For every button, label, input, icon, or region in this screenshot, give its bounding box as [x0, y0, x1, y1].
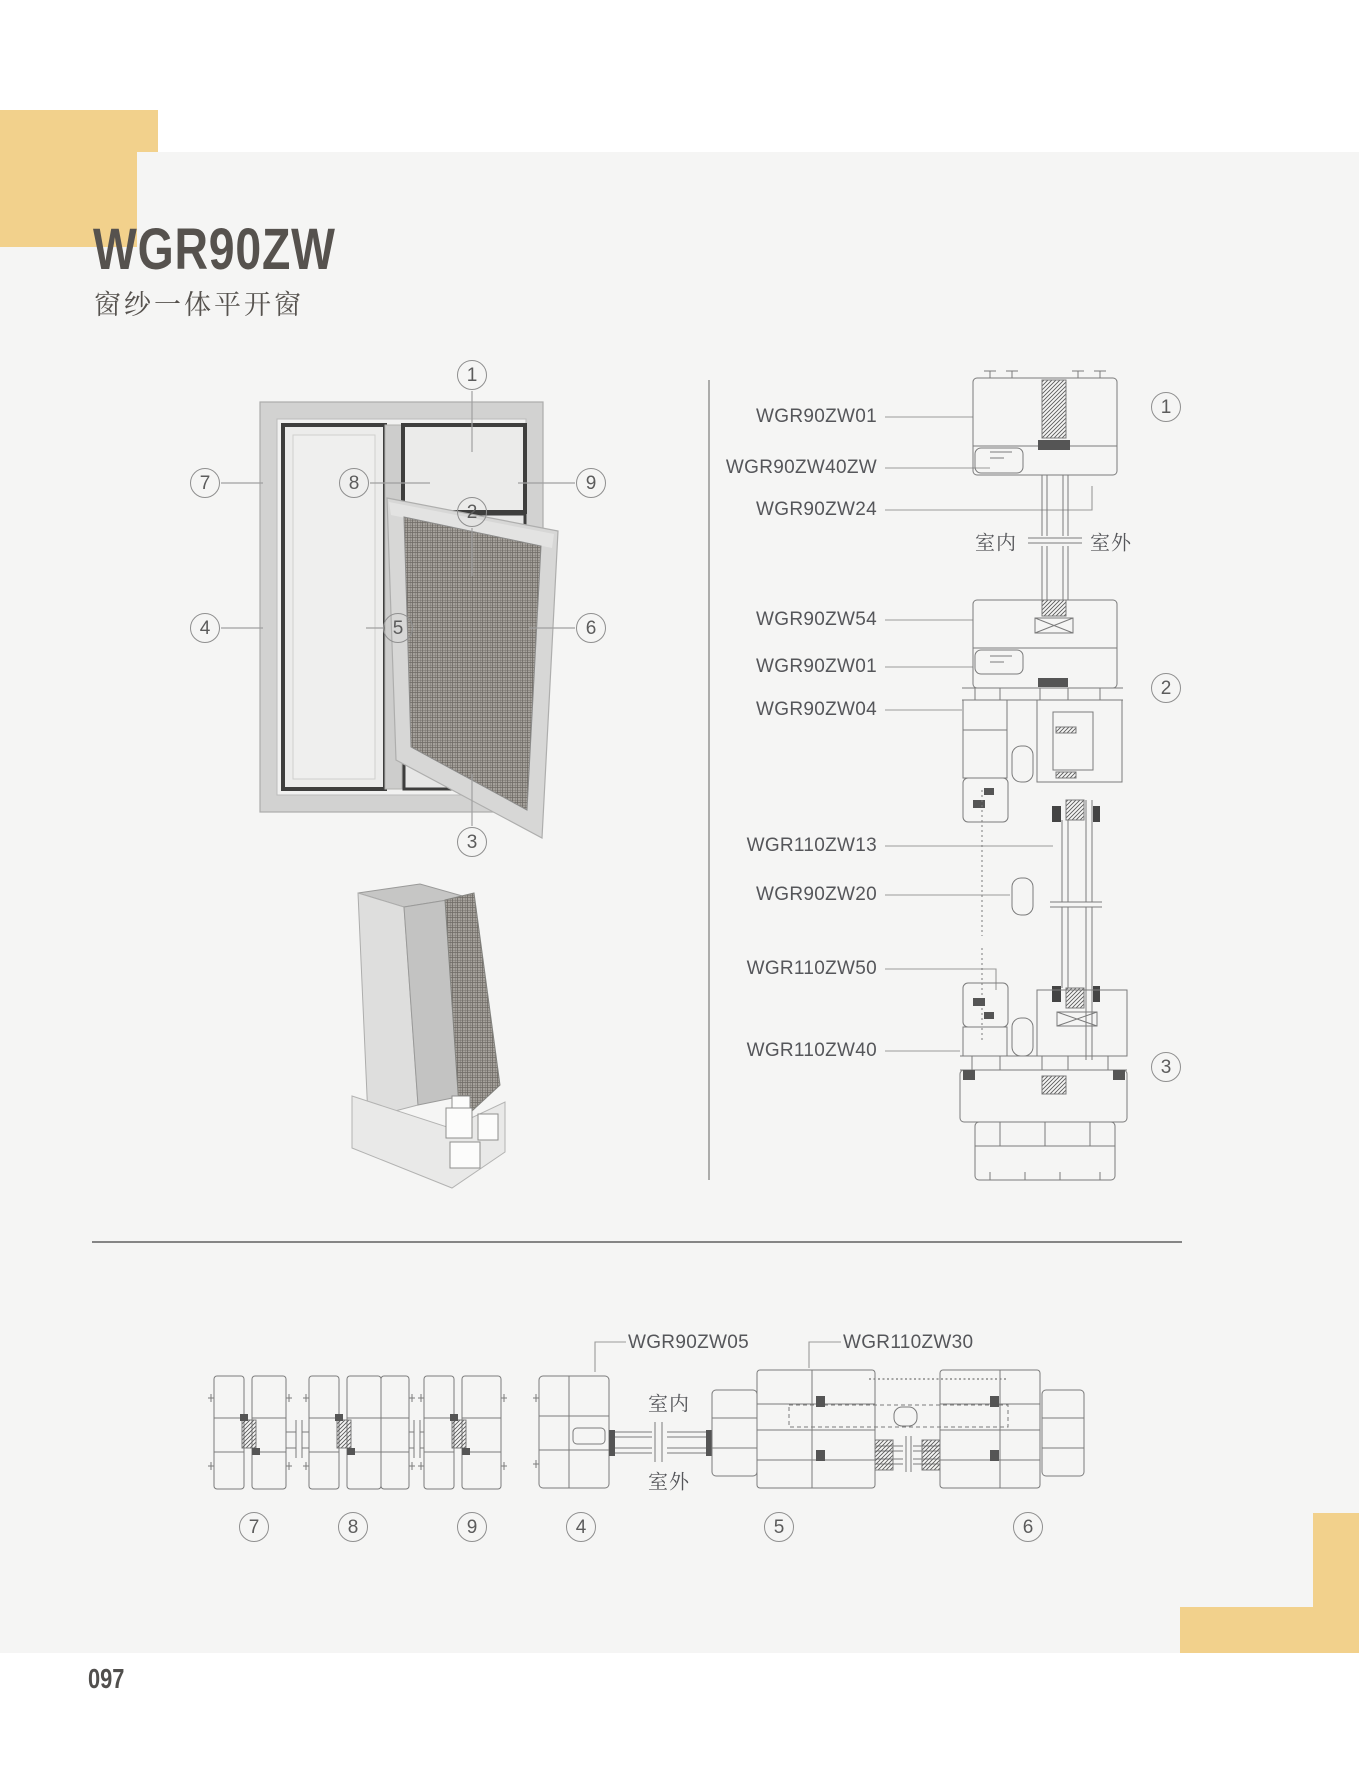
section-callout-6: 6: [1013, 1512, 1043, 1542]
section-callout-7: 7: [239, 1512, 269, 1542]
part-label: WGR90ZW05: [628, 1332, 749, 1353]
callout-6: 6: [576, 613, 606, 643]
callout-9: 9: [576, 468, 606, 498]
isometric-profile-illustration: [352, 884, 505, 1188]
indoor-label: 室内: [648, 1393, 690, 1416]
callout-2: 2: [457, 497, 487, 527]
callout-4: 4: [190, 613, 220, 643]
part-label: WGR90ZW54: [756, 609, 877, 630]
indoor-label: 室内: [975, 532, 1017, 555]
outdoor-label: 室外: [648, 1471, 690, 1494]
bottom-profile-drawing: [208, 1370, 1084, 1489]
section-callout-9: 9: [457, 1512, 487, 1542]
outdoor-label: 室外: [1090, 532, 1132, 555]
callout-3: 3: [457, 827, 487, 857]
right-profile-drawing: [960, 371, 1127, 1180]
part-label: WGR110ZW30: [843, 1332, 974, 1353]
part-label: WGR110ZW40: [746, 1040, 877, 1061]
part-label: WGR110ZW13: [746, 835, 877, 856]
section-callout-3: 3: [1151, 1052, 1181, 1082]
part-label: WGR90ZW01: [756, 406, 877, 427]
part-label: WGR90ZW04: [756, 699, 877, 720]
callout-7: 7: [190, 468, 220, 498]
section-callout-1: 1: [1151, 392, 1181, 422]
section-callout-5: 5: [764, 1512, 794, 1542]
part-label: WGR90ZW01: [756, 656, 877, 677]
page-title: WGR90ZW: [93, 217, 336, 282]
section-callout-8: 8: [338, 1512, 368, 1542]
callout-8: 8: [339, 468, 369, 498]
section-callout-2: 2: [1151, 673, 1181, 703]
right-label-leaders: [885, 417, 1092, 1051]
part-label: WGR90ZW20: [756, 884, 877, 905]
page-subtitle: 窗纱一体平开窗: [94, 290, 304, 320]
part-label: WGR90ZW40ZW: [725, 457, 877, 478]
page-number: 097: [88, 1663, 125, 1694]
callout-1: 1: [457, 360, 487, 390]
callout-5: 5: [383, 613, 413, 643]
part-label: WGR110ZW50: [746, 958, 877, 979]
section-callout-4: 4: [566, 1512, 596, 1542]
part-label: WGR90ZW24: [756, 499, 877, 520]
